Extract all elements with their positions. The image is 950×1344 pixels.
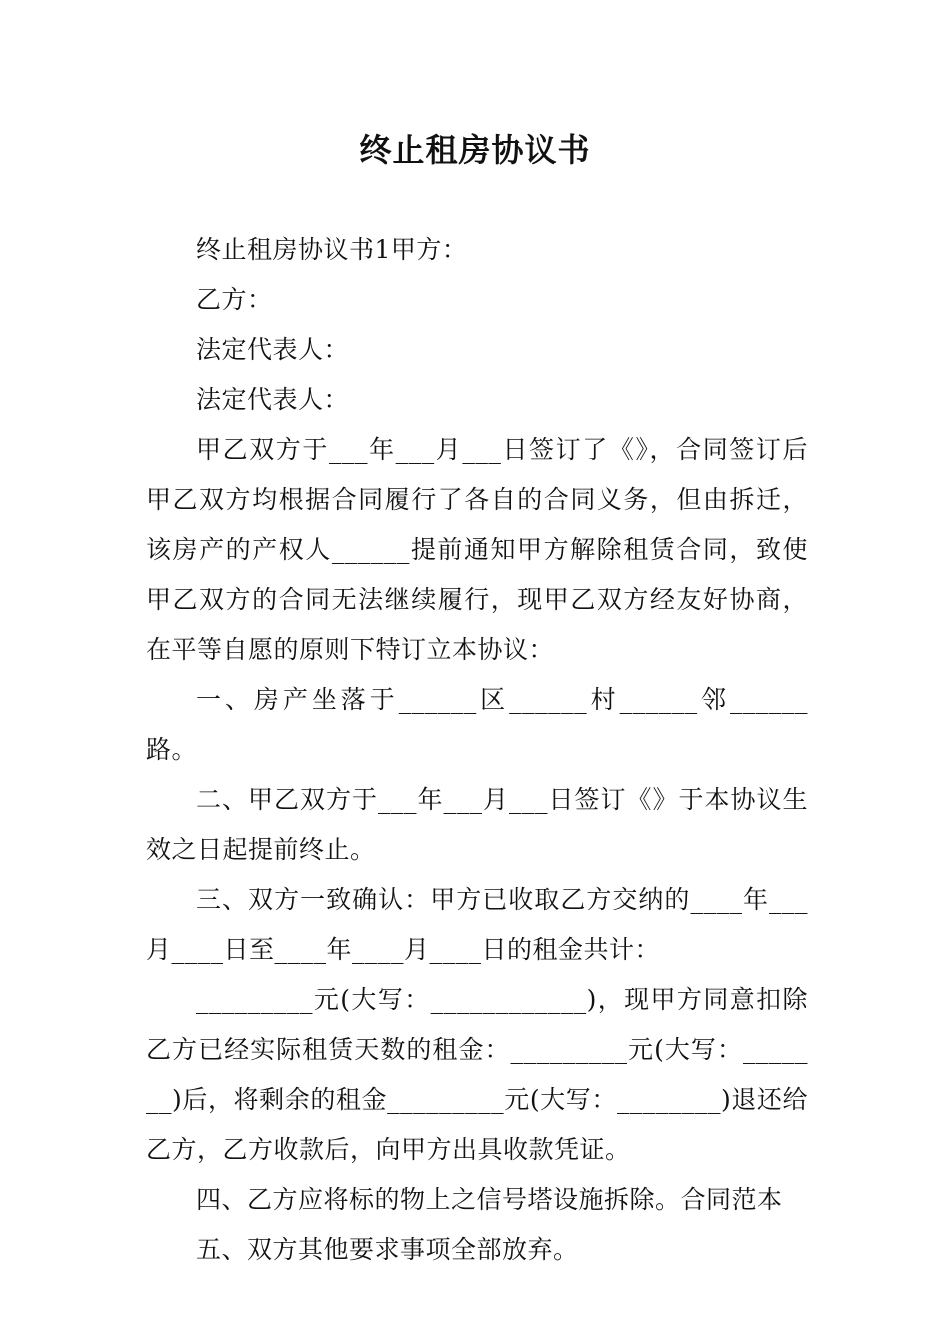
clause-1: 一、房产坐落于______区______村______邻______路。 <box>146 685 808 764</box>
clause-2: 二、甲乙双方于___年___月___日签订《》于本协议生效之日起提前终止。 <box>146 785 808 864</box>
paragraph-party-b: 乙方： <box>196 285 273 314</box>
clause-3: 三、双方一致确认：甲方已收取乙方交纳的____年___月____日至____年____月____日的租金共计： <box>146 885 808 964</box>
document-body <box>146 225 808 1275</box>
clause-5: 五、双方其他要求事项全部放弃。 <box>196 1235 579 1264</box>
paragraph-party-a: 终止租房协议书1甲方： <box>196 235 468 264</box>
clause-4: 四、乙方应将标的物上之信号塔设施拆除。合同范本 <box>196 1185 783 1214</box>
paragraph-legal-rep-1: 法定代表人： <box>196 335 350 364</box>
document-title: 终止租房协议书 <box>359 131 591 169</box>
clause-3-amounts: _________元(大写：____________)，现甲方同意扣除乙方已经实际租赁天数的租金：_________元(大写：_______)后，将剩余的租金_________元(大写：________)退还给乙方，乙方收款后，向甲方出具收款凭证。 <box>146 985 808 1164</box>
paragraph-preamble: 甲乙双方于___年___月___日签订了《》，合同签订后甲乙双方均根据合同履行了各自的合同义务，但由拆迁，该房产的产权人______提前通知甲方解除租赁合同，致使甲乙双方的合同无法继续履行，现甲乙双方经友好协商，在平等自愿的原则下特订立本协议： <box>146 435 808 664</box>
paragraph-legal-rep-2: 法定代表人： <box>196 385 350 414</box>
